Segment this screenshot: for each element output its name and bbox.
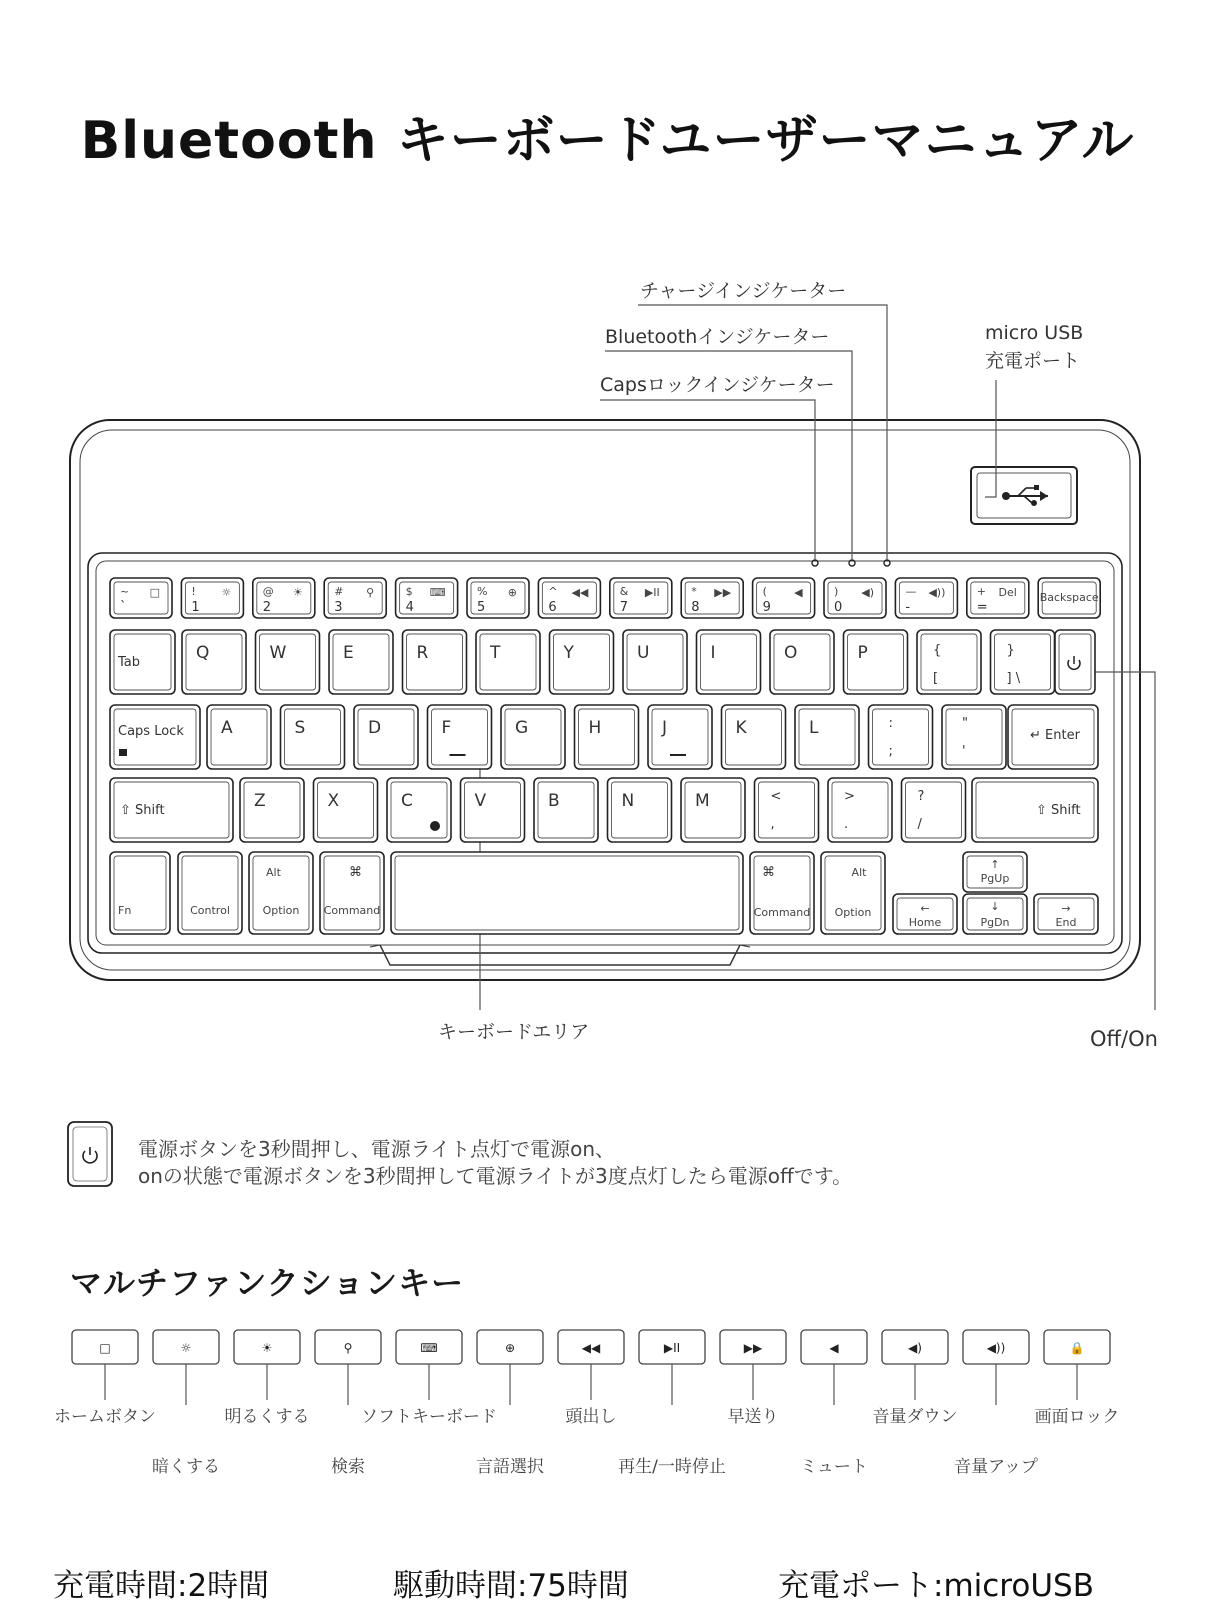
key-bottom-label: 4 [405, 600, 414, 615]
key-label: PgDn [980, 916, 1010, 929]
key-label: C [401, 791, 413, 811]
key-pgup [963, 852, 1027, 892]
key-row1-5 [467, 578, 529, 618]
usb-port [971, 467, 1077, 524]
key-top-label: & [619, 585, 629, 598]
key-tab [110, 630, 175, 694]
key-top-label: Alt [851, 866, 867, 879]
key-row1-9 [753, 578, 815, 618]
key-bottom-label: 8 [691, 600, 700, 615]
mf-key-11 [963, 1330, 1029, 1405]
key-label: Z [254, 791, 266, 811]
mf-key-icon: ⌨ [420, 1341, 438, 1355]
key-icon: ⌨ [429, 586, 446, 599]
key-label: P [857, 643, 868, 663]
command-icon: ⌘ [762, 865, 775, 880]
key-2 [281, 705, 345, 769]
key-label: F [441, 718, 452, 738]
key-10 [869, 705, 933, 769]
mf-key-icon: ☼ [180, 1341, 192, 1355]
key-row1-12 [967, 578, 1029, 618]
key-bottom-label: 3 [334, 600, 343, 615]
key-bottom-label: 2 [262, 600, 272, 615]
key-label: Backspace [1039, 591, 1099, 604]
key-bottom-label: 0 [834, 600, 843, 615]
key-10 [902, 778, 966, 842]
key-row1-13 [1038, 578, 1100, 618]
mf-label-9: ミュート [800, 1457, 868, 1477]
key-bottom-label: Command [753, 906, 811, 919]
key-bottom-label: Option [262, 904, 300, 917]
key-top-label: ) [834, 585, 839, 598]
multifunction-title: マルチファンクションキー [70, 1264, 465, 1302]
mf-key-3 [315, 1330, 381, 1405]
lock-icon [119, 749, 127, 756]
mf-key-8 [720, 1330, 786, 1400]
key-bottom-label: 7 [619, 600, 629, 615]
mf-label-1: 暗くする [152, 1457, 220, 1477]
key-top-label: < [770, 789, 782, 804]
key-8 [755, 778, 819, 842]
key-icon: ⊕ [507, 586, 517, 599]
key-1 [240, 778, 304, 842]
key-8 [697, 630, 761, 694]
key-3 [354, 705, 418, 769]
key-5 [534, 778, 598, 842]
key-row1-7 [610, 578, 672, 618]
key-row1-1 [181, 578, 243, 618]
key-icon: ◀)) [928, 586, 946, 599]
key-row1-0 [110, 578, 172, 618]
bluetooth-indicator-label: Bluetoothインジケーター [605, 326, 830, 348]
key-right-option [821, 852, 885, 934]
key-bottom-label: ] \ [1006, 671, 1021, 686]
key-label: Caps Lock [118, 724, 184, 739]
key-bottom-label: Command [323, 904, 381, 917]
mf-label-10: 音量ダウン [872, 1407, 958, 1427]
command-icon: ⌘ [349, 865, 362, 880]
key-top-label: ( [762, 585, 767, 598]
key-label: U [637, 643, 650, 663]
mf-label-0: ホームボタン [54, 1407, 156, 1427]
mf-key-icon: □ [99, 1341, 111, 1355]
key-row1-4 [396, 578, 458, 618]
down-arrow-icon: ↓ [990, 900, 1000, 913]
power-note-line1: 電源ボタンを3秒間押し、電源ライト点灯で電源on、 [138, 1137, 616, 1161]
key-caps-lock [110, 705, 200, 769]
key-top-label: { [933, 643, 942, 658]
key-icon: ☼ [221, 586, 232, 599]
key-top-label: @ [262, 585, 274, 598]
usb-port-label-2: 充電ポート [985, 350, 1081, 372]
key-top-label: # [334, 585, 344, 598]
key-bottom-label: 9 [762, 600, 771, 615]
key-label: Y [563, 643, 574, 663]
key-label: G [515, 718, 529, 738]
key-label: W [269, 643, 287, 663]
key-bottom-label: - [905, 600, 911, 615]
key-fn [110, 852, 170, 934]
key-top-label: " [962, 716, 968, 731]
key-12 [991, 630, 1055, 694]
key-top-label: Alt [266, 866, 281, 879]
mf-key-icon: ◀)) [986, 1341, 1006, 1355]
key-1 [207, 705, 271, 769]
key-bottom-label: , [770, 817, 775, 832]
key-row1-11 [895, 578, 957, 618]
mf-key-7 [639, 1330, 705, 1405]
key-label: O [784, 643, 798, 663]
key-label: N [621, 791, 635, 811]
mf-key-icon: ◀ [829, 1341, 839, 1355]
key-7 [681, 778, 745, 842]
key-label: Home [908, 916, 942, 929]
key-enter [1008, 705, 1098, 769]
key-top-label: $ [405, 585, 413, 598]
mf-key-icon: ◀) [908, 1341, 922, 1355]
mf-label-12: 画面ロック [1034, 1407, 1120, 1427]
key-top-label: — [905, 585, 917, 598]
key-label: ⇧ Shift [120, 803, 165, 818]
mf-key-icon: ⊕ [504, 1341, 516, 1355]
mf-key-icon: 🔒 [1069, 1341, 1085, 1355]
left-arrow-icon: ← [920, 902, 930, 915]
keys-layer [110, 578, 1100, 934]
charge-indicator-label: チャージインジケーター [640, 280, 847, 302]
key-label: I [710, 643, 716, 663]
key-label: A [221, 718, 233, 738]
key-4 [461, 778, 525, 842]
key-icon: ▶II [644, 586, 660, 599]
key-bottom-label: 1 [191, 600, 200, 615]
key-label: X [327, 791, 340, 811]
key-4 [428, 705, 492, 769]
key-6 [550, 630, 614, 694]
mf-label-8: 早送り [727, 1407, 779, 1427]
power-key [66, 1120, 114, 1190]
key-3 [387, 778, 451, 842]
key-9 [770, 630, 834, 694]
mf-key-icon: ▶II [663, 1341, 681, 1355]
caps-indicator-label: Capsロックインジケーター [600, 374, 835, 396]
key-top-label: ~ [120, 585, 130, 598]
key-top-label: > [844, 789, 855, 804]
key-bottom-label: ; [888, 744, 893, 759]
key-11 [942, 705, 1006, 769]
key-6 [575, 705, 639, 769]
key-9 [828, 778, 892, 842]
key-label: H [588, 718, 602, 738]
key-4 [403, 630, 467, 694]
key-top-label: ? [917, 789, 925, 804]
mf-key-1 [153, 1330, 219, 1405]
key-top-label: : [888, 716, 893, 731]
key-end [1034, 894, 1098, 934]
power-button [1055, 630, 1095, 694]
key-9 [795, 705, 859, 769]
key-label: Tab [118, 655, 141, 670]
mf-key-icon: ▶▶ [743, 1341, 763, 1355]
key-label: M [695, 791, 710, 811]
key-icon: Del [998, 586, 1017, 599]
spec-run-time: 駆動時間:75時間 [393, 1568, 629, 1604]
key-row1-6 [538, 578, 600, 618]
key-top-label: } [1006, 643, 1015, 658]
power-note-line2: onの状態で電源ボタンを3秒間押して電源ライトが3度点灯したら電源offです。 [138, 1164, 853, 1188]
key-5 [476, 630, 540, 694]
key-icon: ◀ [794, 586, 803, 599]
mf-key-icon: ◀◀ [581, 1341, 601, 1355]
key-7 [648, 705, 712, 769]
mf-label-6: 頭出し [565, 1407, 617, 1427]
mf-label-11: 音量アップ [954, 1457, 1038, 1477]
mf-key-2 [234, 1330, 300, 1400]
page-title: Bluetooth キーボードユーザーマニュアル [80, 111, 1135, 171]
mf-label-5: 言語選択 [476, 1457, 544, 1477]
key-top-label: * [691, 585, 697, 598]
key-top-label: ^ [548, 585, 558, 598]
mf-key-icon: ☀ [261, 1341, 273, 1355]
mf-label-7: 再生/一時停止 [618, 1457, 726, 1477]
key-bottom-label: . [844, 817, 849, 832]
key-label: T [490, 643, 501, 663]
key-label: ⇧ Shift [1036, 803, 1081, 818]
key-label: E [343, 643, 354, 663]
key-row1-8 [681, 578, 743, 618]
key-icon: ☀ [292, 586, 303, 599]
mf-label-4: ソフトキーボード [361, 1407, 497, 1427]
key-label: R [416, 643, 429, 663]
mf-key-icon: ⚲ [343, 1341, 353, 1355]
bluetooth-icon [430, 821, 440, 831]
key-1 [182, 630, 246, 694]
key-icon: ◀◀ [571, 586, 589, 599]
key-bottom-label: = [976, 600, 988, 615]
key-top-label: + [976, 585, 987, 598]
mf-key-9 [801, 1330, 867, 1405]
key-left-option [249, 852, 313, 934]
keyboard-area-label: キーボードエリア [438, 1021, 590, 1043]
key-label: D [368, 718, 382, 738]
mf-key-6 [558, 1330, 624, 1400]
key-3 [329, 630, 393, 694]
key-control [178, 852, 242, 934]
key-label: ↵ Enter [1030, 728, 1080, 743]
key-2 [314, 778, 378, 842]
key-icon: ◀) [861, 586, 874, 599]
key-right-shift [972, 778, 1098, 842]
key-icon: ⚲ [366, 586, 375, 599]
right-arrow-icon: → [1061, 902, 1071, 915]
key-5 [501, 705, 565, 769]
key-bottom-label: ' [962, 744, 966, 759]
key-label: S [294, 718, 306, 738]
key-space [391, 852, 743, 934]
key-right-command [750, 852, 814, 934]
key-bottom-label: / [917, 817, 922, 832]
key-label: K [735, 718, 747, 738]
key-left-command [320, 852, 384, 934]
key-pgdn [963, 894, 1027, 934]
usb-port-label-1: micro USB [985, 322, 1084, 344]
key-home [893, 894, 957, 934]
key-row1-3 [324, 578, 386, 618]
key-bottom-label: Option [834, 906, 872, 919]
spec-charge-port: 充電ポート:microUSB [778, 1568, 1094, 1604]
key-icon: ▶▶ [714, 586, 732, 599]
key-7 [623, 630, 687, 694]
key-label: L [809, 718, 819, 738]
key-left-shift [110, 778, 233, 842]
mf-key-12 [1044, 1330, 1110, 1400]
key-label: Fn [118, 904, 132, 917]
mf-key-10 [882, 1330, 948, 1400]
key-8 [722, 705, 786, 769]
key-bottom-label: 6 [548, 600, 557, 615]
key-top-label: % [477, 585, 488, 598]
key-label: PgUp [980, 872, 1010, 885]
key-top-label: ! [191, 585, 196, 598]
mf-label-2: 明るくする [224, 1407, 310, 1427]
mf-key-4 [396, 1330, 462, 1400]
key-6 [608, 778, 672, 842]
mf-key-5 [477, 1330, 543, 1405]
key-label: Control [190, 904, 230, 917]
off-on-label: Off/On [1090, 1027, 1158, 1051]
mf-key-0 [72, 1330, 138, 1400]
key-10 [844, 630, 908, 694]
mf-label-3: 検索 [331, 1457, 365, 1477]
key-label: End [1055, 916, 1077, 929]
key-label: V [474, 791, 487, 811]
up-arrow-icon: ↑ [990, 858, 1000, 871]
key-icon: □ [149, 586, 160, 599]
key-bottom-label: 5 [477, 600, 486, 615]
key-11 [917, 630, 981, 694]
key-2 [256, 630, 320, 694]
key-bottom-label: [ [933, 671, 939, 686]
spec-charge-time: 充電時間:2時間 [53, 1568, 270, 1604]
key-label: Q [196, 643, 210, 663]
key-row1-2 [253, 578, 315, 618]
key-bottom-label: ` [120, 600, 127, 615]
key-label: B [548, 791, 560, 811]
key-label: J [662, 718, 668, 738]
key-row1-10 [824, 578, 886, 618]
